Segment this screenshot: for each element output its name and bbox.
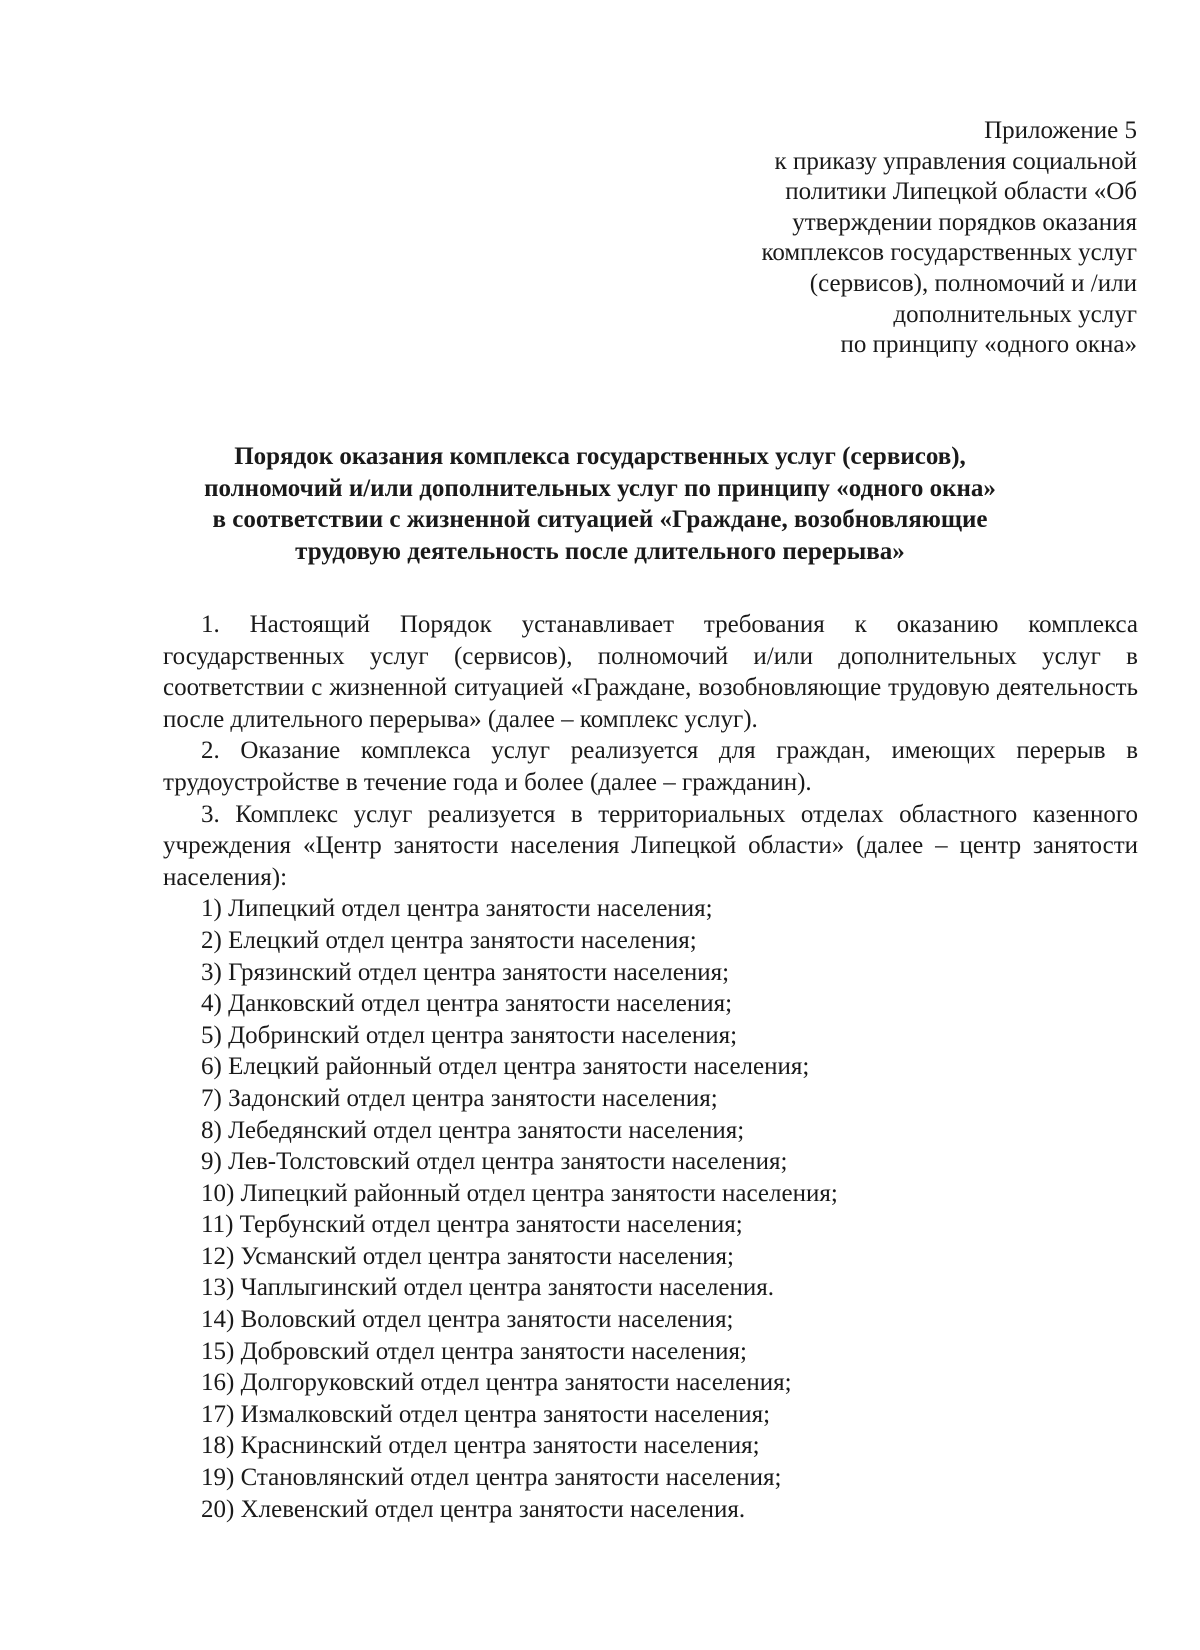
appendix-line: (сервисов), полномочий и /или	[809, 269, 1137, 297]
list-item: 13) Чаплыгинский отдел центра занятости населения.	[201, 1274, 775, 1302]
list-item: 11) Тербунский отдел центра занятости населения;	[201, 1211, 743, 1239]
appendix-line: Приложение 5	[984, 117, 1137, 144]
list-item: 14) Воловский отдел центра занятости населения;	[201, 1306, 734, 1334]
list-item: 20) Хлевенский отдел центра занятости населения.	[201, 1495, 746, 1523]
paragraph-2: 2. Оказание комплекса услуг реализуется для граждан, имеющих перерыв в трудоустройстве в течение года и более (далее – гражданин).	[163, 737, 1138, 796]
list-item: 18) Краснинский отдел центра занятости населения;	[201, 1432, 760, 1460]
list-item: 8) Лебедянский отдел центра занятости населения;	[201, 1116, 745, 1144]
list-item: 16) Долгоруковский отдел центра занятости населения;	[201, 1369, 792, 1397]
list-item: 2) Елецкий отдел центра занятости населения;	[201, 926, 697, 954]
list-item: 1) Липецкий отдел центра занятости населения;	[201, 895, 713, 923]
list-item: 7) Задонский отдел центра занятости населения;	[201, 1084, 718, 1112]
appendix-line: к приказу управления социальной	[774, 147, 1137, 175]
list-item: 5) Добринский отдел центра занятости населения;	[201, 1021, 738, 1049]
appendix-line: утверждении порядков оказания	[792, 208, 1137, 236]
appendix-line: по принципу «одного окна»	[840, 331, 1137, 359]
paragraph-3: 3. Комплекс услуг реализуется в территориальных отделах областного казенного учреждения «Центр занятости населения Липецкой области» (далее – центр занятости населения):	[163, 800, 1138, 891]
list-item: 10) Липецкий районный отдел центра занятости населения;	[201, 1179, 838, 1207]
appendix-line: политики Липецкой области «Об	[785, 178, 1137, 206]
list-item: 19) Становлянский отдел центра занятости населения;	[201, 1464, 782, 1492]
title-line: в соответствии с жизненной ситуацией «Граждане, возобновляющие	[212, 506, 988, 533]
title-line: Порядок оказания комплекса государственных услуг (сервисов),	[234, 443, 966, 470]
list-item: 4) Данковский отдел центра занятости населения;	[201, 990, 733, 1018]
appendix-line: комплексов государственных услуг	[761, 239, 1137, 267]
title-line: полномочий и/или дополнительных услуг по принципу «одного окна»	[204, 474, 996, 502]
list-item: 12) Усманский отдел центра занятости населения;	[201, 1242, 734, 1270]
title-line: трудовую деятельность после длительного перерыва»	[295, 537, 905, 565]
list-item: 6) Елецкий районный отдел центра занятости населения;	[201, 1053, 810, 1081]
document-title	[100, 441, 1100, 567]
appendix-note	[640, 116, 1137, 361]
list-item: 17) Измалковский отдел центра занятости населения;	[201, 1400, 771, 1428]
list-item: 3) Грязинский отдел центра занятости населения;	[201, 958, 730, 986]
department-list	[163, 893, 1138, 1525]
list-item: 9) Лев-Толстовский отдел центра занятости населения;	[201, 1148, 788, 1176]
document-body	[163, 609, 1138, 1525]
list-item: 15) Добровский отдел центра занятости населения;	[201, 1337, 747, 1365]
appendix-line: дополнительных услуг	[893, 300, 1137, 328]
paragraph-1: 1. Настоящий Порядок устанавливает требования к оказанию комплекса государственных услуг (сервисов), полномочий и/или дополнительных услуг в соответствии с жизненной ситуацией «Граждане, возобновляющие трудовую деятельность после длительного перерыва» (далее – комплекс услуг).	[163, 611, 1138, 733]
